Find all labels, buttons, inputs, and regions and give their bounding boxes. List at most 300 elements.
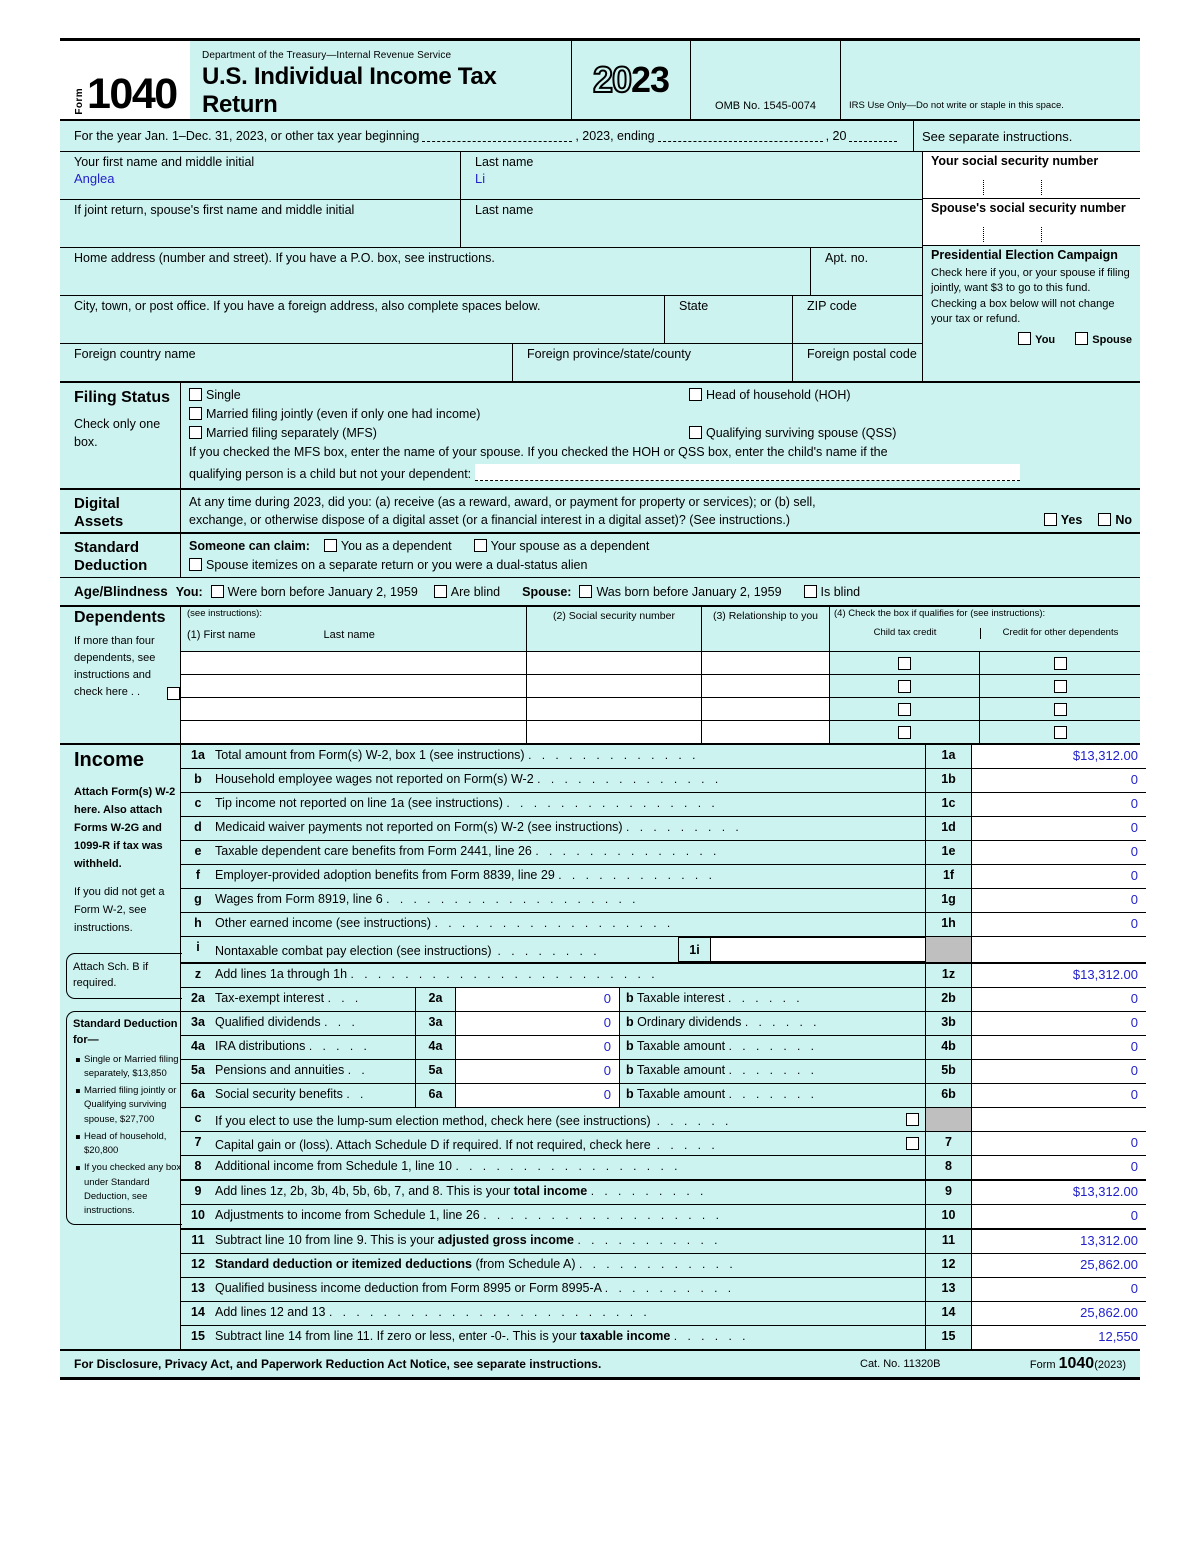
line-no: 5a xyxy=(191,1063,205,1078)
dependents-more-checkbox[interactable] xyxy=(167,687,180,700)
dep-col4a-header: Child tax credit xyxy=(873,627,937,639)
tax-year-range xyxy=(60,121,913,151)
line-no: e xyxy=(194,844,202,859)
footer-form-year: (2023) xyxy=(1094,1359,1126,1372)
tax-year-begin-input[interactable] xyxy=(422,130,572,142)
ab-spouse-blind-checkbox[interactable] xyxy=(804,585,817,598)
line-1i-shaded-box xyxy=(925,937,971,962)
line-no: 2a xyxy=(191,991,205,1006)
line-right-box-label: 4b xyxy=(925,1036,971,1059)
row-city-state-zip xyxy=(60,296,922,344)
pec-you-label: You xyxy=(1035,334,1056,347)
see-separate-instructions: See separate instructions. xyxy=(913,121,1140,151)
line-text: Add lines 1a through 1h . . . . . . . . . . . . . . . . . . . . . . . xyxy=(215,967,659,982)
line-right-amount[interactable]: 0 xyxy=(971,1012,1146,1035)
pec-you-checkbox[interactable] xyxy=(1018,332,1031,345)
line-no: 15 xyxy=(191,1329,205,1344)
dependents-names-header xyxy=(181,607,526,651)
dependents-sidebar-note: If more than four dependents, see instructions and check here . . xyxy=(74,635,156,699)
line-text: Add lines 12 and 13 . . . . . . . . . . . . . . . . . . . . . . . . xyxy=(215,1305,651,1320)
dep-ssn-cell[interactable] xyxy=(526,721,701,743)
dep-ctc-cell[interactable] xyxy=(829,721,979,743)
line-text: Adjustments to income from Schedule 1, line 26 . . . . . . . . . . . . . . . . . . xyxy=(215,1208,723,1223)
dep-col2-header: (2) Social security number xyxy=(526,607,701,651)
filing-status-options xyxy=(180,383,1140,488)
income-lines xyxy=(180,745,1146,1349)
tax-year-outline: 20 xyxy=(592,59,631,100)
line-box-label: 11 xyxy=(925,1230,971,1253)
income-line-13 xyxy=(181,1278,1146,1302)
income-line-15 xyxy=(181,1326,1146,1349)
spouse-first-name-label: If joint return, spouse's first name and middle initial xyxy=(74,203,355,217)
pec-checkboxes xyxy=(931,332,1134,347)
digital-assets-section xyxy=(60,490,1140,534)
line-amount[interactable]: 0 xyxy=(971,793,1146,816)
first-name-field[interactable] xyxy=(60,152,460,199)
filing-status-label-col xyxy=(60,383,180,488)
digital-assets-yes-label: Yes xyxy=(1060,513,1083,528)
dep-ctc-checkbox[interactable] xyxy=(898,657,911,670)
last-name-label: Last name xyxy=(475,155,534,169)
income-line-6 xyxy=(181,1084,1146,1108)
line-amount[interactable]: 0 xyxy=(971,889,1146,912)
line-box-label: 7 xyxy=(925,1132,971,1155)
line-amount[interactable]: 25,862.00 xyxy=(971,1254,1146,1277)
form-number-block xyxy=(60,41,190,119)
line-text: Standard deduction or itemized deductions (from Schedule A) . . . . . . . . . . . . xyxy=(215,1257,737,1272)
standard-deduction-body xyxy=(180,534,1140,577)
digital-assets-no-checkbox[interactable] xyxy=(1098,513,1111,526)
spouse-last-name-label: Last name xyxy=(475,203,534,217)
dep-cod-cell[interactable] xyxy=(979,652,1140,674)
income-line-1a xyxy=(181,745,1146,769)
ab-spouse-blind-label: Is blind xyxy=(820,584,861,599)
spouse-ssn-field[interactable] xyxy=(923,199,1140,246)
income-line-1z xyxy=(181,963,1146,988)
ab-spouse-born-checkbox[interactable] xyxy=(579,585,592,598)
line-left-box-label: 2a xyxy=(415,988,455,1011)
ab-spouse-blind[interactable] xyxy=(804,585,861,599)
fs-hoh-checkbox[interactable] xyxy=(689,388,702,401)
dep-ctc-checkbox[interactable] xyxy=(898,726,911,739)
tax-year-end-input[interactable] xyxy=(658,130,823,142)
ab-you-blind-checkbox[interactable] xyxy=(434,585,447,598)
dependents-names-subheader xyxy=(187,629,526,642)
zip-field[interactable] xyxy=(792,296,922,343)
line-left-box-label: 4a xyxy=(415,1036,455,1059)
dep-rel-cell[interactable] xyxy=(701,721,829,743)
footer-form-number: 1040 xyxy=(1058,1355,1095,1373)
dep-cod-cell[interactable] xyxy=(979,721,1140,743)
dep-cod-checkbox[interactable] xyxy=(1054,726,1067,739)
dep-col1a: (1) First name xyxy=(187,629,256,642)
digital-assets-yes-checkbox[interactable] xyxy=(1044,513,1057,526)
digital-assets-yes[interactable] xyxy=(1044,513,1083,527)
foreign-country-field[interactable] xyxy=(60,344,512,381)
dep-ctc-checkbox[interactable] xyxy=(898,703,911,716)
line-right-box-label: 6b xyxy=(925,1084,971,1107)
name-address-block xyxy=(60,152,1140,381)
age-blindness-spouse-label: Spouse: xyxy=(522,584,572,599)
fs-option-mfs[interactable] xyxy=(189,426,689,440)
form-title: U.S. Individual Income Tax Return xyxy=(202,63,497,118)
fs-option-qss[interactable] xyxy=(689,426,896,440)
age-blindness-you-label: You: xyxy=(175,584,203,599)
line-box-label: 1h xyxy=(925,913,971,936)
digital-assets-text-1: At any time during 2023, did you: (a) receive (as a reward, award, or payment for property or services); or (b) sell, xyxy=(189,495,816,510)
table-row[interactable] xyxy=(181,698,1140,721)
standard-deduction-section xyxy=(60,534,1140,578)
dep-rel-cell[interactable] xyxy=(701,652,829,674)
filing-status-row-2 xyxy=(189,407,1140,421)
line-text: Other earned income (see instructions) . . . . . . . . . . . . . . . . . . xyxy=(215,916,674,931)
pec-title: Presidential Election Campaign xyxy=(931,248,1118,262)
line-no: h xyxy=(194,916,202,931)
dep-col1b: Last name xyxy=(323,629,375,642)
irs-use-only-note: IRS Use Only—Do not write or staple in this space. xyxy=(840,41,1140,119)
your-ssn-field[interactable] xyxy=(923,152,1140,199)
line-amount[interactable]: 13,312.00 xyxy=(971,1230,1146,1253)
dependents-heading: Dependents xyxy=(74,609,166,627)
income-line-7 xyxy=(181,1132,1146,1156)
department-label: Department of the Treasury—Internal Revenue Service xyxy=(202,50,452,61)
foreign-province-field[interactable] xyxy=(512,344,792,381)
income-line-14 xyxy=(181,1302,1146,1326)
line-amount[interactable]: $13,312.00 xyxy=(971,1181,1146,1204)
ab-you-blind[interactable] xyxy=(434,585,500,599)
fs-single-label: Single xyxy=(206,388,241,402)
home-address-label: Home address (number and street). If you have a P.O. box, see instructions. xyxy=(74,251,495,265)
std-ded-item-2: Head of household, $20,800 xyxy=(84,1130,167,1157)
sd-you-dependent-checkbox[interactable] xyxy=(324,539,337,552)
line-no: i xyxy=(196,940,200,955)
line-text: Qualified business income deduction from Form 8995 or Form 8995-A . . . . . . . . . . xyxy=(215,1281,735,1296)
dep-cod-checkbox[interactable] xyxy=(1054,680,1067,693)
line-text-left: Qualified dividends . . . xyxy=(215,1015,359,1030)
income-line-8 xyxy=(181,1156,1146,1180)
line-amount[interactable]: 0 xyxy=(971,841,1146,864)
fs-option-hoh[interactable] xyxy=(689,388,851,402)
line-amount[interactable]: 12,550 xyxy=(971,1326,1146,1349)
std-ded-item-0: Single or Married filing separately, $13,850 xyxy=(84,1053,179,1079)
line-text-left: Tax-exempt interest . . . xyxy=(215,991,362,1006)
line-left-amount[interactable]: 0 xyxy=(455,1036,620,1059)
fs-mfj-checkbox[interactable] xyxy=(189,407,202,420)
tax-year-row xyxy=(60,121,1140,152)
tax-year-yy-input[interactable] xyxy=(849,130,897,142)
fs-qss-checkbox[interactable] xyxy=(689,426,702,439)
form-footer xyxy=(60,1349,1140,1377)
std-ded-callout-title: Standard Deduction for— xyxy=(73,1017,178,1046)
income-line-9 xyxy=(181,1180,1146,1205)
line-text-right: b Ordinary dividends . . . . . . xyxy=(626,1015,821,1030)
line-no: b xyxy=(194,772,202,787)
fs-qss-label: Qualifying surviving spouse (QSS) xyxy=(706,426,897,440)
line-no: d xyxy=(194,820,202,835)
line-left-amount[interactable]: 0 xyxy=(455,1012,620,1035)
dep-cod-cell[interactable] xyxy=(979,675,1140,697)
line-box-label: 14 xyxy=(925,1302,971,1325)
table-row[interactable] xyxy=(181,675,1140,698)
tax-year-badge xyxy=(571,41,690,119)
line-no: 4a xyxy=(191,1039,205,1054)
tax-year-mid: , 2023, ending xyxy=(575,129,655,143)
income-line-1f xyxy=(181,865,1146,889)
dependents-more-checkbox-wrap xyxy=(167,685,180,703)
line-box-label: 10 xyxy=(925,1205,971,1228)
dependents-section xyxy=(60,607,1140,745)
digital-assets-no[interactable] xyxy=(1098,513,1132,527)
income-line-2 xyxy=(181,988,1146,1012)
your-ssn-separators xyxy=(983,180,1093,196)
line-amount[interactable]: 0 xyxy=(971,1156,1146,1179)
line-no: 13 xyxy=(191,1281,205,1296)
sd-itemizes-row[interactable] xyxy=(189,558,1132,572)
line-right-amount[interactable]: 0 xyxy=(971,1060,1146,1083)
spouse-first-name-field[interactable] xyxy=(60,200,460,247)
income-line-1g xyxy=(181,889,1146,913)
line-text: Total amount from Form(s) W-2, box 1 (see instructions) . . . . . . . . . . . . . xyxy=(215,748,699,763)
table-row[interactable] xyxy=(181,652,1140,675)
line-text-left: IRA distributions . . . . . xyxy=(215,1039,371,1054)
line-amount[interactable]: 25,862.00 xyxy=(971,1302,1146,1325)
line-no: g xyxy=(194,892,202,907)
tax-year-solid: 23 xyxy=(631,59,670,100)
pec-body: Check here if you, or your spouse if filing jointly, want $3 to go to this fund. Checking a box below will not change your tax or refund. xyxy=(931,266,1130,326)
dep-col3-header: (3) Relationship to you xyxy=(701,607,829,651)
age-blindness-label: Age/Blindness xyxy=(74,584,168,600)
form-1040-body xyxy=(60,38,1140,1380)
footer-form-label: Form 1040(2023) xyxy=(1029,1355,1126,1373)
fs-note-line2: qualifying person is a child but not your dependent: xyxy=(189,466,472,481)
sd-itemizes-label: Spouse itemizes on a separate return or you were a dual-status alien xyxy=(206,558,588,573)
ab-you-born[interactable] xyxy=(211,585,418,599)
last-name-value: Li xyxy=(475,170,486,186)
dep-rel-cell[interactable] xyxy=(701,698,829,720)
line-right-amount[interactable]: 0 xyxy=(971,1036,1146,1059)
fs-mfs-checkbox[interactable] xyxy=(189,426,202,439)
ab-you-born-checkbox[interactable] xyxy=(211,585,224,598)
income-line-1h xyxy=(181,913,1146,937)
dep-name-cell[interactable] xyxy=(181,675,526,697)
line-box-label: 15 xyxy=(925,1326,971,1349)
income-line-1d xyxy=(181,817,1146,841)
someone-can-claim-row xyxy=(189,539,1132,553)
sd-spouse-dependent[interactable] xyxy=(474,539,650,553)
sd-spouse-dependent-label: Your spouse as a dependent xyxy=(490,539,650,554)
fs-option-mfj[interactable] xyxy=(189,407,689,421)
line-left-amount[interactable]: 0 xyxy=(455,988,620,1011)
line-text: Household employee wages not reported on Form(s) W-2 . . . . . . . . . . . . . . xyxy=(215,772,722,787)
catalog-number: Cat. No. 11320B xyxy=(860,1358,941,1371)
apt-no-field[interactable] xyxy=(810,248,922,295)
foreign-province-label: Foreign province/state/county xyxy=(527,347,691,361)
schedule-d-not-required-checkbox[interactable] xyxy=(906,1137,919,1150)
list-item xyxy=(75,1128,182,1159)
dep-ctc-cell[interactable] xyxy=(829,652,979,674)
dep-col4-header-group xyxy=(829,607,1140,651)
city-field[interactable] xyxy=(60,296,664,343)
sd-you-dependent[interactable] xyxy=(324,539,452,553)
line-box-label: 1d xyxy=(925,817,971,840)
first-name-label: Your first name and middle initial xyxy=(74,155,255,169)
line-right-box-label: 5b xyxy=(925,1060,971,1083)
dep-ctc-checkbox[interactable] xyxy=(898,680,911,693)
dep-cod-checkbox[interactable] xyxy=(1054,703,1067,716)
line-right-amount[interactable]: 0 xyxy=(971,988,1146,1011)
masthead xyxy=(60,41,1140,121)
dep-ctc-cell[interactable] xyxy=(829,675,979,697)
fs-note-row2 xyxy=(189,464,1140,483)
line-amount[interactable]: $13,312.00 xyxy=(971,964,1146,987)
table-row[interactable] xyxy=(181,721,1140,743)
row-your-name xyxy=(60,152,922,200)
income-heading: Income xyxy=(74,749,145,772)
line-text: Medicaid waiver payments not reported on Form(s) W-2 (see instructions) . . . . . . . . . xyxy=(215,820,743,835)
income-section xyxy=(60,745,1140,1349)
ssn-pec-column xyxy=(922,152,1140,381)
standard-deduction-callout xyxy=(66,1011,182,1226)
income-line-1e xyxy=(181,841,1146,865)
dep-ctc-cell[interactable] xyxy=(829,698,979,720)
dep-ssn-cell[interactable] xyxy=(526,698,701,720)
spouse-ssn-separators xyxy=(983,227,1093,243)
dep-rel-cell[interactable] xyxy=(701,675,829,697)
dep-cod-cell[interactable] xyxy=(979,698,1140,720)
line-6c-amount xyxy=(971,1108,1146,1131)
fs-option-single[interactable] xyxy=(189,388,689,402)
line-text: If you elect to use the lump-sum election method, check here (see instructions) . . . . . . xyxy=(215,1108,925,1131)
sd-spouse-dependent-checkbox[interactable] xyxy=(474,539,487,552)
line-amount[interactable]: $13,312.00 xyxy=(971,745,1146,768)
line-box-label: 1a xyxy=(925,745,971,768)
state-field[interactable] xyxy=(664,296,792,343)
foreign-postal-field[interactable] xyxy=(792,344,922,381)
dep-name-cell[interactable] xyxy=(181,698,526,720)
bullet-icon: ▪ xyxy=(75,1083,81,1101)
line-amount[interactable]: 0 xyxy=(971,769,1146,792)
dep-name-cell[interactable] xyxy=(181,652,526,674)
fs-spouse-child-name-input[interactable] xyxy=(475,464,1020,481)
tax-year-text: For the year Jan. 1–Dec. 31, 2023, or other tax year beginning xyxy=(74,129,420,143)
dep-ssn-cell[interactable] xyxy=(526,652,701,674)
line-no: 6a xyxy=(191,1087,205,1102)
spouse-last-name-field[interactable] xyxy=(460,200,922,247)
fs-note-line1: If you checked the MFS box, enter the name of your spouse. If you checked the HOH or QSS box, enter the child's name if the xyxy=(189,445,888,459)
filing-status-row-1 xyxy=(189,388,1140,402)
list-item xyxy=(75,1051,182,1082)
bullet-icon: ▪ xyxy=(75,1160,81,1178)
standard-deduction-label-2: Deduction xyxy=(74,556,148,574)
sd-itemizes-checkbox[interactable] xyxy=(189,558,202,571)
standard-deduction-label xyxy=(60,534,180,577)
someone-can-claim-label: Someone can claim: xyxy=(189,539,310,554)
line-text: Wages from Form 8919, line 6 . . . . . . . . . . . . . . . . . . . xyxy=(215,892,640,907)
line-amount[interactable]: 0 xyxy=(971,1132,1146,1155)
line-amount[interactable]: 0 xyxy=(971,1278,1146,1301)
disclosure-notice: For Disclosure, Privacy Act, and Paperwork Reduction Act Notice, see separate instructions. xyxy=(74,1357,602,1372)
dep-ssn-cell[interactable] xyxy=(526,675,701,697)
line-no: 9 xyxy=(194,1184,202,1199)
digital-assets-label-2: Assets xyxy=(74,512,124,530)
line-box-label: 1f xyxy=(925,865,971,888)
income-line-4 xyxy=(181,1036,1146,1060)
pec-spouse-checkbox[interactable] xyxy=(1075,332,1088,345)
dep-col4-header: (4) Check the box if qualifies for (see instructions): xyxy=(834,608,1046,620)
digital-assets-text-2: exchange, or otherwise dispose of a digital asset (or a financial interest in a digital asset)? (See instructions.) xyxy=(189,513,791,528)
dep-name-cell[interactable] xyxy=(181,721,526,743)
line-box-label: 9 xyxy=(925,1181,971,1204)
line-text: Tip income not reported on line 1a (see instructions) . . . . . . . . . . . . . . . . xyxy=(215,796,719,811)
first-name-value: Anglea xyxy=(74,170,115,186)
line-1i-input[interactable] xyxy=(710,937,925,962)
line-text: Subtract line 10 from line 9. This is your adjusted gross income . . . . . . . . . . . xyxy=(215,1233,721,1248)
dep-cod-checkbox[interactable] xyxy=(1054,657,1067,670)
line-box-label: 1z xyxy=(925,964,971,987)
std-ded-item-3: If you checked any box under Standard Deduction, see instructions. xyxy=(84,1162,182,1217)
state-label: State xyxy=(679,299,709,313)
tax-year-end: , 20 xyxy=(825,129,847,143)
income-line-1c xyxy=(181,793,1146,817)
std-ded-item-1: Married filing jointly or Qualifying surviving spouse, $27,700 xyxy=(84,1085,177,1125)
line-no: f xyxy=(195,868,201,883)
dependents-see-instructions: (see instructions): xyxy=(187,608,262,620)
income-line-6c xyxy=(181,1108,1146,1132)
line-1i-amount xyxy=(971,937,1146,962)
line-box-label: 13 xyxy=(925,1278,971,1301)
your-ssn-label: Your social security number xyxy=(931,154,1099,168)
filing-status-section xyxy=(60,381,1140,490)
line-box-label: 12 xyxy=(925,1254,971,1277)
line-text-right: b Taxable amount . . . . . . . xyxy=(626,1087,818,1102)
foreign-country-label: Foreign country name xyxy=(74,347,196,361)
home-address-field[interactable] xyxy=(60,248,810,295)
dependents-table xyxy=(180,607,1140,743)
line-text: Capital gain or (loss). Attach Schedule D if required. If not required, check here . . . . . xyxy=(215,1132,925,1155)
line-text-right: b Taxable amount . . . . . . . xyxy=(626,1063,818,1078)
ab-you-blind-label: Are blind xyxy=(450,584,501,599)
line-right-amount[interactable]: 0 xyxy=(971,1084,1146,1107)
income-line-1i xyxy=(181,937,1146,963)
line-text: Add lines 1z, 2b, 3b, 4b, 5b, 6b, 7, and 8. This is your total income . . . . . . . . . xyxy=(215,1184,707,1199)
lump-sum-checkbox[interactable] xyxy=(906,1113,919,1126)
line-no: c xyxy=(194,1111,202,1126)
line-amount[interactable]: 0 xyxy=(971,913,1146,936)
line-left-amount[interactable]: 0 xyxy=(455,1084,620,1107)
line-left-amount[interactable]: 0 xyxy=(455,1060,620,1083)
digital-assets-row-2 xyxy=(189,513,1132,527)
line-text-left: Pensions and annuities . . xyxy=(215,1063,369,1078)
apt-no-label: Apt. no. xyxy=(825,251,869,265)
dependents-label-col xyxy=(60,607,180,743)
fs-single-checkbox[interactable] xyxy=(189,388,202,401)
dep-col4-subheaders xyxy=(830,628,1140,639)
line-amount[interactable]: 0 xyxy=(971,1205,1146,1228)
age-blindness-section xyxy=(60,578,1140,607)
zip-label: ZIP code xyxy=(807,299,857,313)
last-name-field[interactable] xyxy=(460,152,922,199)
line-box-label: 8 xyxy=(925,1156,971,1179)
line-1i-box-label: 1i xyxy=(678,937,710,962)
digital-assets-label-1: Digital xyxy=(74,495,120,513)
line-amount[interactable]: 0 xyxy=(971,817,1146,840)
digital-assets-label xyxy=(60,490,180,532)
income-note-1: Attach Form(s) W-2 here. Also attach Forms W-2G and 1099-R if tax was withheld. xyxy=(74,786,176,870)
form-title-block xyxy=(190,41,571,119)
ab-spouse-born[interactable] xyxy=(579,585,781,599)
city-label: City, town, or post office. If you have a foreign address, also complete spaces below. xyxy=(74,299,541,313)
line-amount[interactable]: 0 xyxy=(971,865,1146,888)
